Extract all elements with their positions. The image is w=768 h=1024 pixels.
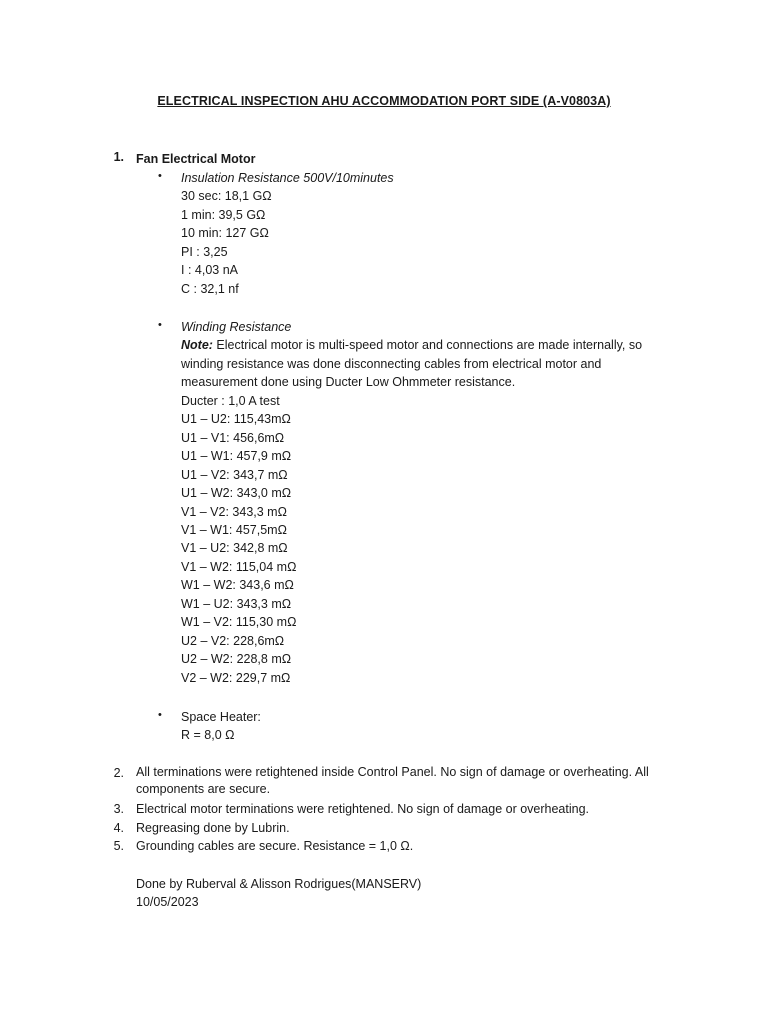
section-1-number: 1. bbox=[113, 150, 124, 164]
section-1-heading: Fan Electrical Motor bbox=[136, 152, 256, 166]
item-2-line-2: components are secure. bbox=[136, 782, 271, 796]
item-4-number: 4. bbox=[113, 821, 124, 835]
report-date: 10/05/2023 bbox=[136, 895, 199, 909]
insulation-line: I : 4,03 nA bbox=[181, 263, 238, 278]
insulation-line: 10 min: 127 GΩ bbox=[181, 226, 269, 241]
winding-note-line-2: winding resistance was done disconnecting cables from electrical motor and bbox=[181, 356, 602, 371]
winding-line: V2 – W2: 229,7 mΩ bbox=[181, 670, 291, 685]
bullet-heater: • bbox=[158, 709, 162, 721]
winding-line: U1 – V2: 343,7 mΩ bbox=[181, 467, 288, 482]
insulation-line: PI : 3,25 bbox=[181, 244, 228, 259]
item-2-text bbox=[136, 764, 649, 798]
item-4-text: Regreasing done by Lubrin. bbox=[136, 821, 290, 835]
winding-block bbox=[181, 318, 642, 687]
bullet-insulation: • bbox=[158, 170, 162, 182]
insulation-block bbox=[181, 169, 394, 298]
winding-line: U1 – U2: 115,43mΩ bbox=[181, 412, 291, 427]
bullet-winding: • bbox=[158, 319, 162, 331]
winding-line: Ducter : 1,0 A test bbox=[181, 393, 280, 408]
item-2-line-1: All terminations were retightened inside Control Panel. No sign of damage or overheating. All bbox=[136, 765, 649, 779]
winding-note-line-3: measurement done using Ducter Low Ohmmeter resistance. bbox=[181, 375, 516, 390]
insulation-line: C : 32,1 nf bbox=[181, 281, 239, 296]
heater-block bbox=[181, 708, 261, 745]
note-text: Electrical motor is multi-speed motor and connections are made internally, so bbox=[212, 338, 643, 353]
winding-line: U1 – W2: 343,0 mΩ bbox=[181, 486, 292, 501]
winding-line: V1 – U2: 342,8 mΩ bbox=[181, 541, 288, 556]
winding-heading: Winding Resistance bbox=[181, 320, 292, 334]
winding-line: U2 – V2: 228,6mΩ bbox=[181, 633, 285, 648]
note-label: Note: bbox=[181, 338, 213, 353]
heater-heading: Space Heater: bbox=[181, 710, 261, 724]
item-5-text: Grounding cables are secure. Resistance = 1,0 Ω. bbox=[136, 839, 414, 853]
insulation-line: 30 sec: 18,1 GΩ bbox=[181, 189, 272, 204]
winding-line: V1 – W1: 457,5mΩ bbox=[181, 522, 287, 537]
insulation-line: 1 min: 39,5 GΩ bbox=[181, 207, 266, 222]
winding-line: W1 – V2: 115,30 mΩ bbox=[181, 615, 297, 630]
winding-line: V1 – V2: 343,3 mΩ bbox=[181, 504, 287, 519]
winding-line: U1 – W1: 457,9 mΩ bbox=[181, 449, 292, 464]
insulation-heading: Insulation Resistance 500V/10minutes bbox=[181, 171, 394, 185]
document-title: ELECTRICAL INSPECTION AHU ACCOMMODATION PORT SIDE (A-V0803A) bbox=[157, 94, 611, 108]
winding-line: W1 – W2: 343,6 mΩ bbox=[181, 578, 294, 593]
item-2-number: 2. bbox=[113, 766, 124, 780]
winding-line: W1 – U2: 343,3 mΩ bbox=[181, 596, 292, 611]
item-3-number: 3. bbox=[113, 802, 124, 816]
winding-line: U2 – W2: 228,8 mΩ bbox=[181, 652, 292, 667]
heater-value: R = 8,0 Ω bbox=[181, 728, 235, 743]
winding-line: V1 – W2: 115,04 mΩ bbox=[181, 559, 297, 574]
item-5-number: 5. bbox=[113, 839, 124, 853]
winding-line: U1 – V1: 456,6mΩ bbox=[181, 430, 285, 445]
done-by: Done by Ruberval & Alisson Rodrigues(MANSERV) bbox=[136, 877, 422, 891]
winding-note-line-1 bbox=[181, 336, 642, 354]
item-3-text: Electrical motor terminations were retightened. No sign of damage or overheating. bbox=[136, 802, 590, 816]
